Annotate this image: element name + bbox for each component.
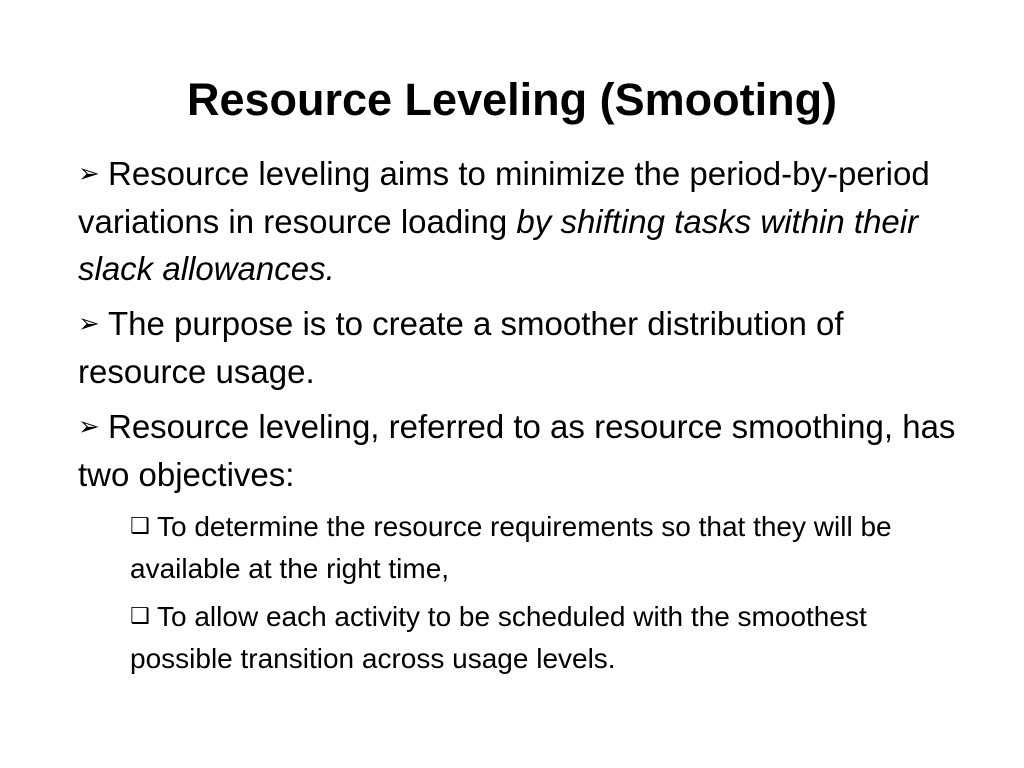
sub-bullet-text: To determine the resource requirements so that they will be available at the right time, [130,511,892,584]
bullet-item [78,150,958,292]
bullet-text: The purpose is to create a smoother distribution of resource usage. [78,305,844,390]
arrow-bullet-icon: ➢ [78,159,100,189]
sub-bullet-item [130,596,930,680]
bullet-item [78,300,958,395]
sub-bullet-item [130,506,930,590]
bullet-item [78,403,958,498]
bullet-text: Resource leveling, referred to as resource smoothing, has two objectives: [78,408,956,493]
slide-title: Resource Leveling (Smooting) [186,74,838,125]
bullet-emphasis-text: by shifting tasks within their slack allowances. [78,203,919,287]
arrow-bullet-icon: ➢ [78,412,100,442]
checkbox-bullet-icon: ❑ [130,604,150,629]
slide-body [78,150,958,686]
checkbox-bullet-icon: ❑ [130,514,150,539]
sub-bullet-text: To allow each activity to be scheduled with the smoothest possible transition across usage levels. [130,601,867,674]
bullet-text: Resource leveling aims to minimize the period-by-period variations in resource loading [78,155,930,240]
arrow-bullet-icon: ➢ [78,309,100,339]
